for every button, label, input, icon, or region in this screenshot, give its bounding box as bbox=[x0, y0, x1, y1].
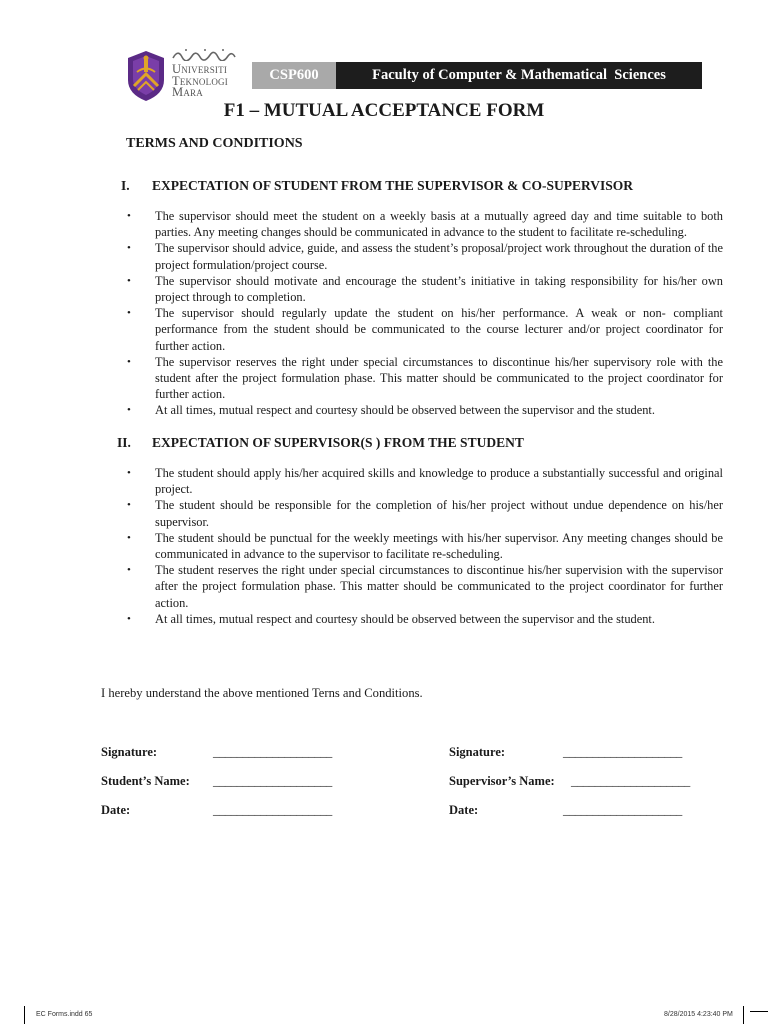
list-item: • The student should be punctual for the weekly meetings with his/her supervisor. Any meeting changes should be communicated in advance to the supervisor to facilitate re-scheduling. bbox=[127, 530, 723, 562]
student-date-field[interactable]: ____________________ bbox=[213, 803, 333, 817]
bullet-icon: • bbox=[127, 404, 131, 417]
crop-mark-right bbox=[743, 1006, 744, 1024]
section-2-list bbox=[123, 465, 723, 627]
list-item: • At all times, mutual respect and courtesy should be observed between the supervisor and the student. bbox=[127, 403, 655, 418]
list-item: • The supervisor should meet the student on a weekly basis at a mutually agreed day and time suitable to both parties. Any meeting changes should be communicated in advance to the student to facilitate re-scheduling. bbox=[127, 209, 723, 240]
form-title: F1 – MUTUAL ACCEPTANCE FORM bbox=[223, 100, 545, 121]
section-1-title: EXPECTATION OF STUDENT FROM THE SUPERVISOR & CO-SUPERVISOR bbox=[152, 178, 633, 193]
section-2-number: II. bbox=[117, 435, 131, 450]
section-1-list bbox=[123, 208, 723, 419]
list-item: • At all times, mutual respect and courtesy should be observed between the supervisor and the student. bbox=[127, 611, 655, 626]
print-timestamp: 8/28/2015 4:23:40 PM bbox=[664, 1011, 733, 1018]
section-1-number: I. bbox=[121, 178, 130, 193]
logo-jawi-script bbox=[172, 47, 236, 61]
print-file-name: EC Forms.indd 65 bbox=[36, 1011, 93, 1018]
crop-mark-left bbox=[24, 1006, 25, 1024]
bullet-icon: • bbox=[127, 499, 131, 512]
bullet-icon: • bbox=[127, 467, 131, 479]
bullet-icon: • bbox=[127, 564, 131, 577]
bullet-icon: • bbox=[127, 242, 131, 255]
bullet-icon: • bbox=[127, 307, 131, 320]
supervisor-signature-label: Signature: bbox=[449, 745, 506, 759]
section-2-title: EXPECTATION OF SUPERVISOR(S ) FROM THE STUDENT bbox=[152, 435, 524, 450]
student-date-label: Date: bbox=[101, 803, 131, 817]
list-item: • The supervisor should regularly update the student on his/her performance. A weak or non- compliant performance from the student should be communicated to the course lecturer and/or project coordinator for further action. bbox=[127, 306, 723, 353]
bullet-icon: • bbox=[127, 531, 131, 544]
student-name-field[interactable]: ____________________ bbox=[213, 774, 333, 788]
list-item: • The student reserves the right under special circumstances to discontinue his/her supervision with the supervisor after the project formulation phase. This matter should be communicated to the project coordinator for further action. bbox=[127, 563, 723, 610]
student-signature-label: Signature: bbox=[101, 745, 158, 759]
bullet-icon: • bbox=[127, 355, 131, 368]
supervisor-date-field[interactable]: ____________________ bbox=[563, 803, 683, 817]
uitm-logo bbox=[126, 47, 238, 103]
bullet-icon: • bbox=[127, 210, 131, 222]
supervisor-name-field[interactable]: ____________________ bbox=[571, 774, 691, 788]
university-crest-icon bbox=[126, 50, 166, 102]
list-item: • The supervisor reserves the right under special circumstances to discontinue his/her supervisory role with the student after the project formulation phase. This matter should be communicated to the project coordinator for further action. bbox=[127, 354, 723, 402]
course-code-badge: CSP600 bbox=[252, 62, 336, 89]
faculty-banner: Faculty of Computer & Mathematical Sciences bbox=[336, 62, 702, 89]
bullet-icon: • bbox=[127, 612, 131, 625]
crop-mark-right-horizontal bbox=[750, 1011, 768, 1012]
list-item: • The student should be responsible for the completion of his/her project without undue dependence on his/her supervisor. bbox=[127, 498, 723, 529]
list-item: • The supervisor should motivate and encourage the student’s initiative in taking responsibility for his/her own project through to completion. bbox=[127, 273, 723, 305]
terms-heading: TERMS AND CONDITIONS bbox=[126, 136, 303, 151]
acknowledgement-statement: I hereby understand the above mentioned Terns and Conditions. bbox=[101, 686, 423, 700]
bullet-icon: • bbox=[127, 274, 131, 287]
student-signature-field[interactable]: ____________________ bbox=[213, 745, 333, 759]
supervisor-date-label: Date: bbox=[449, 803, 479, 817]
list-item: • The student should apply his/her acquired skills and knowledge to produce a substantially successful and original project. bbox=[127, 466, 723, 497]
logo-wordmark: Universiti Teknologi Mara bbox=[172, 62, 228, 99]
student-name-label: Student’s Name: bbox=[101, 774, 190, 788]
list-item: • The supervisor should advice, guide, and assess the student’s proposal/project work throughout the duration of the project formulation/project course. bbox=[127, 241, 723, 272]
supervisor-name-label: Supervisor’s Name: bbox=[449, 774, 555, 788]
supervisor-signature-field[interactable]: ____________________ bbox=[563, 745, 683, 759]
